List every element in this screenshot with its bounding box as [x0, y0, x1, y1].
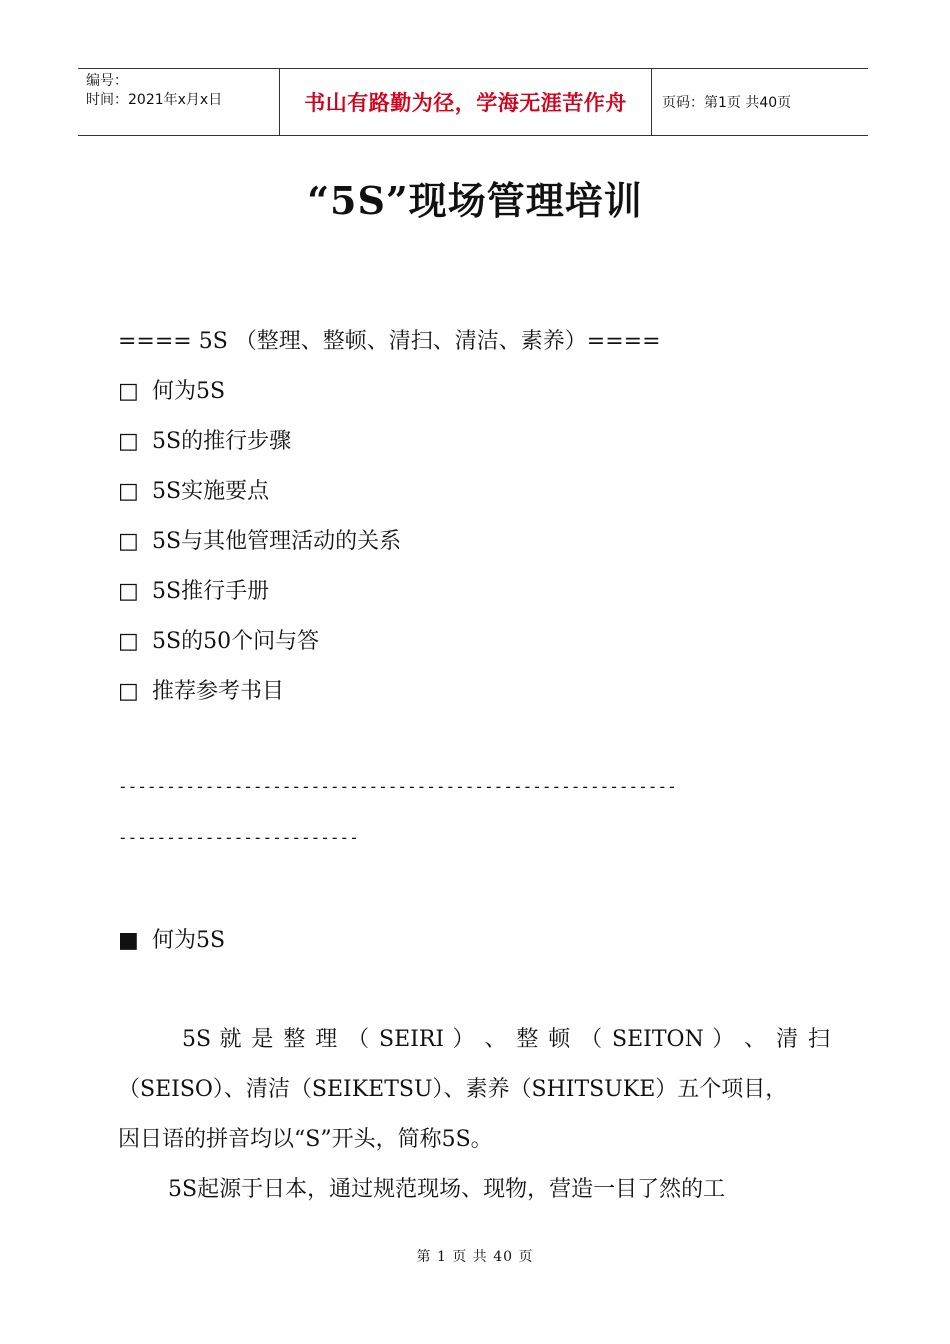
subtitle: ==== 5S （整理、整顿、清扫、清洁、素养）====: [118, 329, 661, 354]
checkbox-icon: □: [118, 429, 139, 454]
toc-item[interactable]: [118, 477, 269, 507]
toc-item-label: 5S实施要点: [152, 479, 270, 504]
body-line: （SEISO）、清洁（SEIKETSU）、素养（SHITSUKE）五个项目，: [118, 1077, 788, 1102]
header-motto: 书山有路勤为径，学海无涯苦作舟: [280, 69, 652, 135]
header-page-info: 页码：第1页 共40页: [662, 95, 792, 111]
checkbox-icon: □: [118, 379, 139, 404]
page-footer: 第 1 页 共 40 页: [416, 1249, 534, 1265]
checkbox-icon: □: [118, 679, 139, 704]
page-title: “5S”现场管理培训: [307, 178, 643, 223]
body-paragraph: [118, 1015, 830, 1215]
section-heading-label: 何为5S: [152, 928, 226, 953]
toc-item-label: 5S与其他管理活动的关系: [152, 529, 402, 554]
section-heading: [118, 926, 225, 956]
body-line: 因日语的拼音均以“S”开头，简称5S。: [118, 1127, 493, 1152]
toc-item[interactable]: [118, 427, 291, 457]
header-meta: [78, 69, 280, 135]
separator-line: -------------------------: [118, 828, 359, 847]
body-line: 5S起源于日本，通过规范现场、现物，营造一目了然的工: [168, 1177, 726, 1202]
toc-item-label: 何为5S: [152, 379, 226, 404]
checkbox-icon: □: [118, 479, 139, 504]
checkbox-icon: □: [118, 629, 139, 654]
toc-item-label: 5S推行手册: [152, 579, 270, 604]
separator-line: ----------------------------------------------------------: [118, 777, 677, 796]
toc-item[interactable]: [118, 527, 401, 557]
checkbox-icon: □: [118, 529, 139, 554]
toc-item[interactable]: [118, 377, 225, 407]
toc-item[interactable]: [118, 577, 269, 607]
toc-item-label: 5S的50个问与答: [152, 629, 320, 654]
square-bullet-icon: ■: [118, 928, 139, 953]
document-time: 时间：2021年x月x日: [86, 92, 223, 108]
body-line: 5S 就 是 整 理 （ SEIRI ） 、 整 顿 （ SEITON ） 、 清 扫: [182, 1027, 830, 1052]
header-table: [78, 68, 868, 136]
toc-item-label: 推荐参考书目: [152, 679, 285, 704]
toc-item[interactable]: [118, 677, 284, 707]
checkbox-icon: □: [118, 579, 139, 604]
toc-item-label: 5S的推行步骤: [152, 429, 292, 454]
document-number-label: 编号：: [86, 73, 128, 89]
toc-item[interactable]: [118, 627, 319, 657]
